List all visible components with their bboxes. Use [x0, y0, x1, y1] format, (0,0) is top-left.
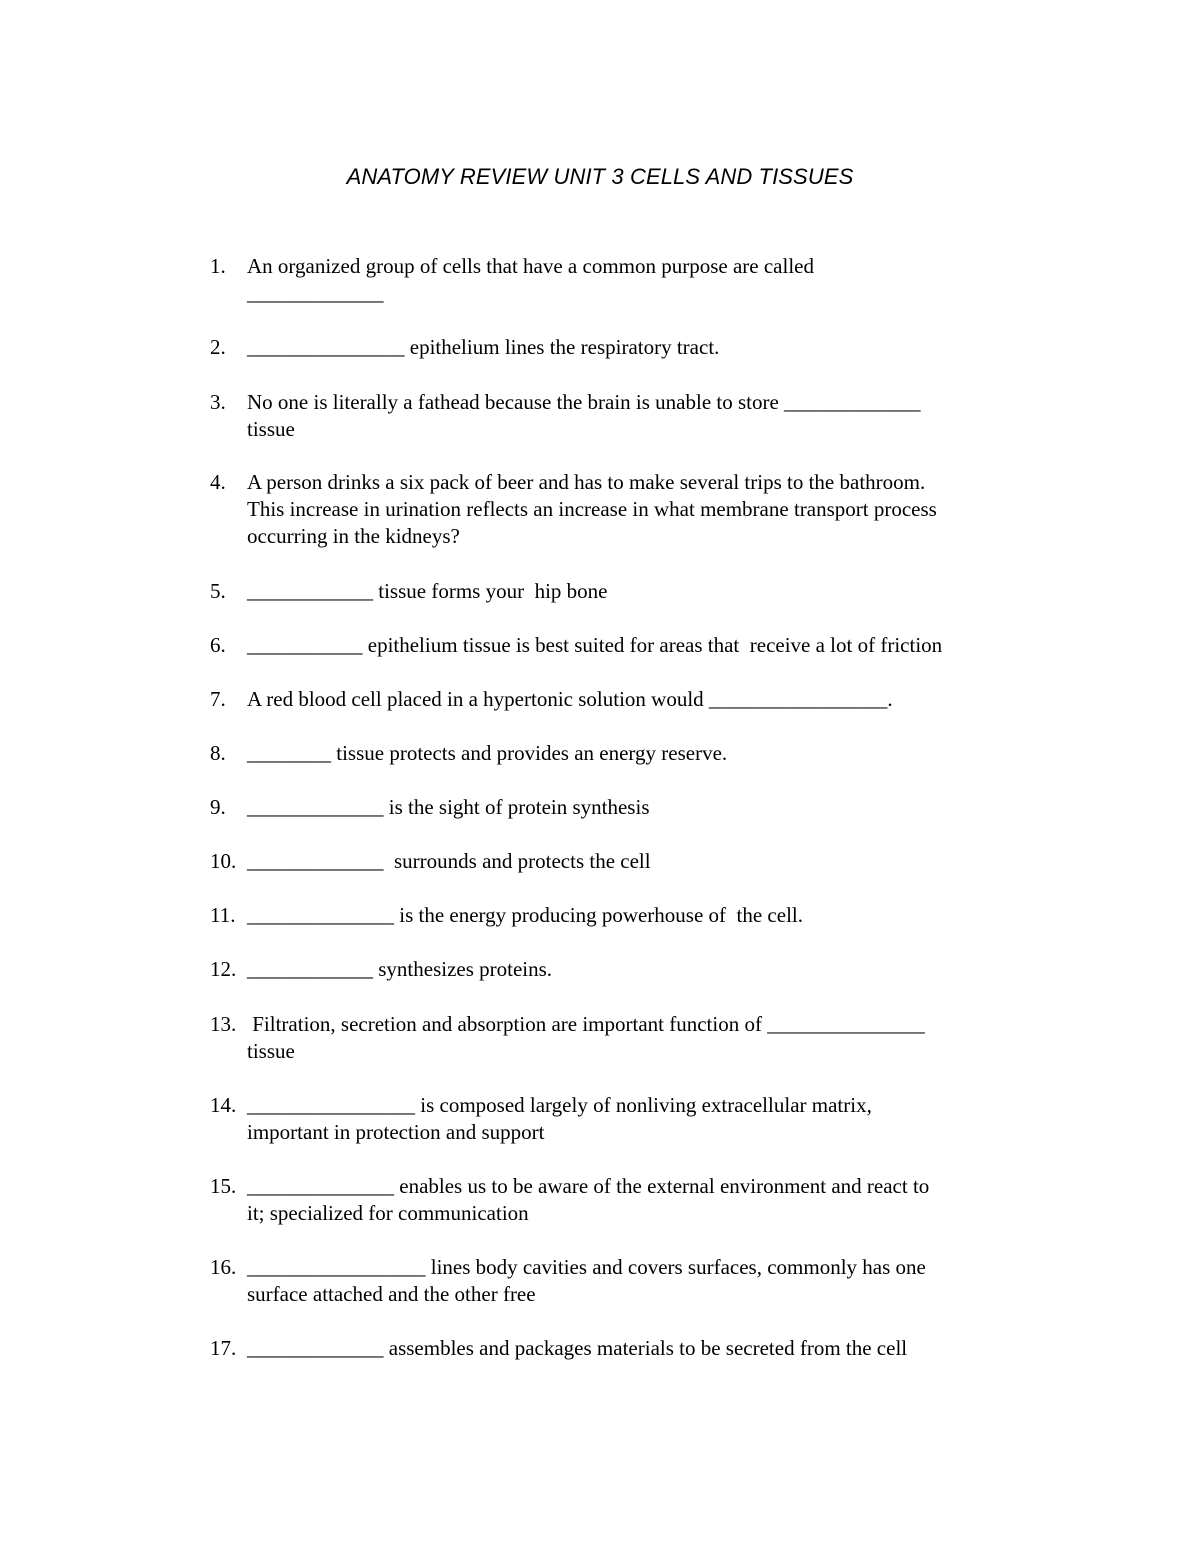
question-text: An organized group of cells that have a common purpose are called _____________ — [247, 254, 814, 305]
question-text: ____________ tissue forms your hip bone — [247, 579, 608, 603]
question-number: 1. — [210, 254, 226, 278]
question-item — [210, 956, 1060, 983]
question-item — [210, 1254, 1060, 1308]
question-item — [210, 389, 1060, 443]
question-text: ________ tissue protects and provides an energy reserve. — [247, 741, 728, 765]
question-text: Filtration, secretion and absorption are important function of _______________ tissue — [247, 1012, 925, 1063]
question-number: 11. — [210, 903, 236, 927]
question-text: ______________ is the energy producing powerhouse of the cell. — [247, 903, 803, 927]
question-text: No one is literally a fathead because the brain is unable to store _____________ tissue — [247, 390, 921, 441]
question-item — [210, 794, 1060, 821]
question-text: ____________ synthesizes proteins. — [247, 957, 553, 981]
question-text: A person drinks a six pack of beer and has to make several trips to the bathroom. This increase in urination reflects an increase in what membrane transport process occurring in the kidneys? — [247, 470, 937, 548]
question-number: 14. — [210, 1093, 237, 1117]
question-number: 12. — [210, 957, 237, 981]
question-number: 10. — [210, 849, 237, 873]
question-item — [210, 1092, 1060, 1146]
question-item — [210, 334, 1060, 361]
question-text: ___________ epithelium tissue is best suited for areas that receive a lot of friction — [247, 633, 943, 657]
question-item — [210, 848, 1060, 875]
question-number: 7. — [210, 687, 226, 711]
question-number: 4. — [210, 470, 226, 494]
question-number: 3. — [210, 390, 226, 414]
question-number: 16. — [210, 1255, 237, 1279]
question-item — [210, 1335, 1060, 1362]
question-text: A red blood cell placed in a hypertonic solution would _________________. — [247, 687, 893, 711]
question-item — [210, 469, 1060, 550]
question-number: 5. — [210, 579, 226, 603]
question-number: 2. — [210, 335, 226, 359]
question-item — [210, 902, 1060, 929]
question-item — [210, 253, 1060, 307]
question-item — [210, 632, 1060, 659]
question-text: _______________ epithelium lines the respiratory tract. — [247, 335, 720, 359]
question-text: ________________ is composed largely of nonliving extracellular matrix, important in protection and support — [247, 1093, 872, 1144]
question-number: 13. — [210, 1012, 237, 1036]
question-item — [210, 740, 1060, 767]
question-text: _____________ assembles and packages materials to be secreted from the cell — [247, 1336, 908, 1360]
question-item — [210, 1173, 1060, 1227]
question-number: 9. — [210, 795, 226, 819]
page-title: ANATOMY REVIEW UNIT 3 CELLS AND TISSUES — [346, 164, 854, 189]
question-number: 8. — [210, 741, 226, 765]
question-item — [210, 1011, 1060, 1065]
question-item — [210, 686, 1060, 713]
question-number: 15. — [210, 1174, 237, 1198]
question-text: _____________ surrounds and protects the cell — [247, 849, 651, 873]
question-number: 17. — [210, 1336, 237, 1360]
question-number: 6. — [210, 633, 226, 657]
question-item — [210, 578, 1060, 605]
question-text: _____________ is the sight of protein synthesis — [247, 795, 650, 819]
question-text: _________________ lines body cavities and covers surfaces, commonly has one surface attached and the other free — [247, 1255, 926, 1306]
question-text: ______________ enables us to be aware of the external environment and react to it; specialized for communication — [247, 1174, 930, 1225]
